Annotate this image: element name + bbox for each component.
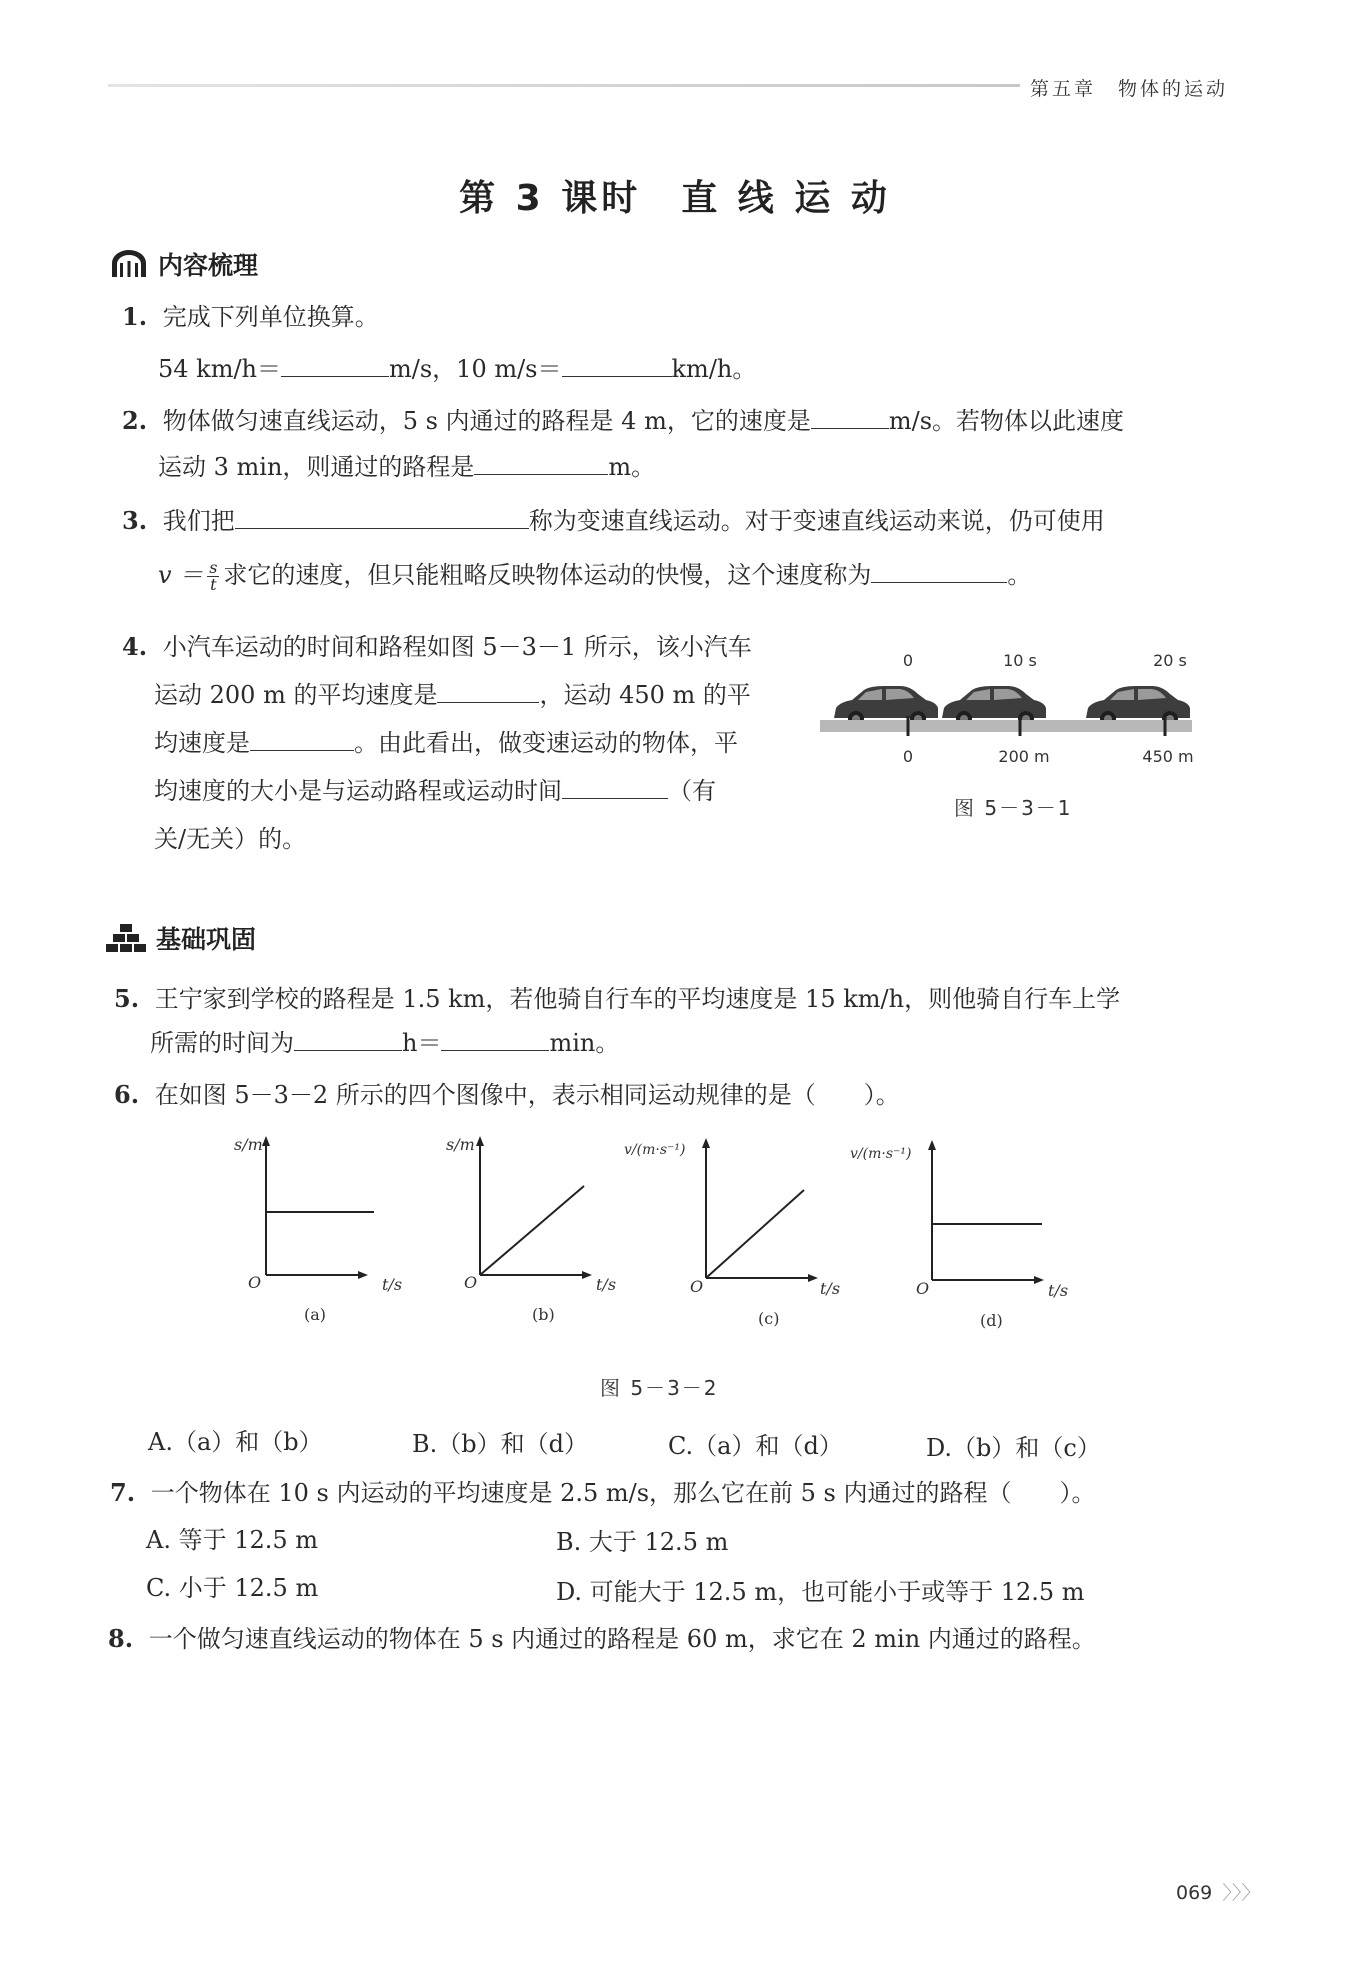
question-number: 3. [122,506,148,535]
question-text: 求它的速度，但只能粗略反映物体运动的快慢，这个速度称为 [223,561,872,589]
question-4-line-3 [154,728,738,758]
graph-tag: (b) [532,1305,555,1324]
answer-blank[interactable] [441,1028,549,1051]
question-text: 物体做匀速直线运动，5 s 内通过的路程是 4 m，它的速度是 [162,407,811,435]
y-axis-label: s/m [234,1135,263,1154]
answer-blank[interactable] [437,680,539,703]
section-review-heading [110,246,258,282]
x-axis-label: t/s [820,1279,841,1298]
question-text: 完成下列单位换算。 [162,303,379,331]
question-6 [114,1080,900,1110]
question-text: 均速度的大小是与运动路程或运动时间 [154,777,562,805]
option-d[interactable]: D.（b）和（c） [926,1434,1101,1462]
origin-label: O [916,1279,930,1298]
option-a[interactable]: A.（a）和（b） [148,1428,323,1456]
bricks-icon [106,923,146,953]
question-5-line-2 [150,1028,619,1058]
question-2-line-2 [158,452,655,482]
question-text: m/s，10 m/s＝ [389,355,562,383]
formula-fraction [207,560,219,593]
graph-a [234,1135,402,1324]
question-number: 2. [122,406,148,435]
question-text: 54 km/h＝ [158,355,282,383]
question-4 [122,632,752,662]
question-text: m/s。若物体以此速度 [888,407,1125,435]
time-label-0: 0 [902,651,914,670]
answer-blank[interactable] [250,728,354,751]
answer-blank[interactable] [562,776,668,799]
question-number: 5. [114,984,140,1013]
question-text: 王宁家到学校的路程是 1.5 km，若他骑自行车的平均速度是 15 km/h，则他骑自行车上学 [154,985,1121,1013]
question-text: 在如图 5－3－2 所示的四个图像中，表示相同运动规律的是（ ）。 [154,1081,900,1109]
section-basic-heading [106,920,256,956]
page-arrows-icon: 〉〉〉 [1222,1882,1261,1904]
time-label-10s: 10 s [1003,651,1037,670]
graph-tag: (a) [304,1305,327,1324]
lesson-title: 第 3 课时 直 线 运 动 [459,178,891,219]
x-axis-label: t/s [382,1275,403,1294]
header-chapter: 第五章 物体的运动 [1030,78,1229,100]
distance-label-200m: 200 m [998,747,1050,766]
option-c[interactable]: C. 小于 12.5 m [146,1574,319,1602]
question-text: h＝ [402,1029,442,1057]
answer-blank[interactable] [294,1028,402,1051]
question-number: 8. [108,1624,134,1653]
question-4-line-5 [154,824,306,854]
option-a[interactable]: A. 等于 12.5 m [146,1526,319,1554]
header-rule [108,84,1020,87]
question-text: 。由此看出，做变速运动的物体，平 [354,729,738,757]
question-number: 4. [122,632,148,661]
section-review-label: 内容梳理 [158,251,259,280]
y-axis-label: s/m [446,1135,475,1154]
graph-tag: (c) [758,1309,780,1328]
formula-v: v ＝ [158,561,204,589]
question-text: ，运动 450 m 的平 [539,681,751,709]
question-text: 均速度是 [154,729,250,757]
fraction-numerator: s [209,558,218,577]
question-4-line-4 [154,776,716,806]
figure-caption-5-3-1: 图 5－3－1 [954,796,1073,820]
answer-blank[interactable] [281,354,389,377]
answer-blank[interactable] [562,354,672,377]
y-axis-label: v/(m·s⁻¹) [850,1146,912,1162]
graph-tag: (d) [980,1311,1003,1330]
question-4-line-2 [154,680,751,710]
question-text: 一个物体在 10 s 内运动的平均速度是 2.5 m/s，那么它在前 5 s 内通过的路程（ ）。 [150,1479,1096,1507]
question-1 [122,302,379,332]
answer-blank[interactable] [474,452,608,475]
question-number: 6. [114,1080,140,1109]
question-8 [108,1624,1096,1654]
time-label-20s: 20 s [1153,651,1187,670]
question-text: 。 [1007,561,1032,589]
x-axis-label: t/s [1048,1281,1069,1300]
page-number [1176,1878,1260,1905]
question-1-line-2 [158,354,756,384]
distance-label-450m: 450 m [1142,747,1194,766]
figure-caption-5-3-2: 图 5－3－2 [600,1376,719,1400]
question-text: 我们把 [162,507,235,535]
option-b[interactable]: B.（b）和（d） [412,1430,588,1458]
origin-label: O [690,1277,704,1296]
option-b[interactable]: B. 大于 12.5 m [556,1528,729,1556]
y-axis-label: v/(m·s⁻¹) [624,1142,686,1158]
option-c[interactable]: C.（a）和（d） [668,1432,843,1460]
x-axis-label: t/s [596,1275,617,1294]
question-text: 运动 3 min，则通过的路程是 [158,453,475,481]
answer-blank[interactable] [871,560,1007,583]
question-text: km/h。 [671,355,757,383]
section-basic-label: 基础巩固 [156,925,257,954]
question-text: 一个做匀速直线运动的物体在 5 s 内通过的路程是 60 m，求它在 2 min 内通过的路程。 [148,1625,1096,1653]
question-3-line-2 [158,560,1031,593]
graph-line [706,1190,804,1278]
question-3 [122,506,1105,536]
fraction-denominator: t [210,575,217,594]
road [820,720,1192,732]
page-number-value: 069 [1176,1882,1213,1904]
origin-label: O [248,1273,262,1292]
origin-label: O [464,1273,478,1292]
question-text: （有 [668,777,716,805]
question-text: m。 [608,453,656,481]
question-text: 小汽车运动的时间和路程如图 5－3－1 所示，该小汽车 [162,633,752,661]
graph-b [446,1135,616,1324]
question-text: 运动 200 m 的平均速度是 [154,681,438,709]
arch-icon [110,249,148,279]
question-text: 关/无关）的。 [154,825,307,853]
option-d[interactable]: D. 可能大于 12.5 m，也可能小于或等于 12.5 m [556,1578,1085,1606]
question-text: 称为变速直线运动。对于变速直线运动来说，仍可使用 [528,507,1105,535]
graph-d [850,1140,1068,1330]
graph-c [624,1138,840,1328]
car-motion-figure [820,648,1200,778]
answer-blank[interactable] [811,406,889,429]
motion-graphs-figure [220,1130,1100,1350]
answer-blank[interactable] [235,506,529,529]
question-number: 1. [122,302,148,331]
distance-label-0: 0 [902,747,914,766]
question-2 [122,406,1124,436]
question-7 [110,1478,1096,1508]
question-number: 7. [110,1478,136,1507]
question-text: 所需的时间为 [150,1029,294,1057]
question-text: min。 [549,1029,620,1057]
graph-line [480,1186,584,1275]
question-5 [114,984,1120,1014]
